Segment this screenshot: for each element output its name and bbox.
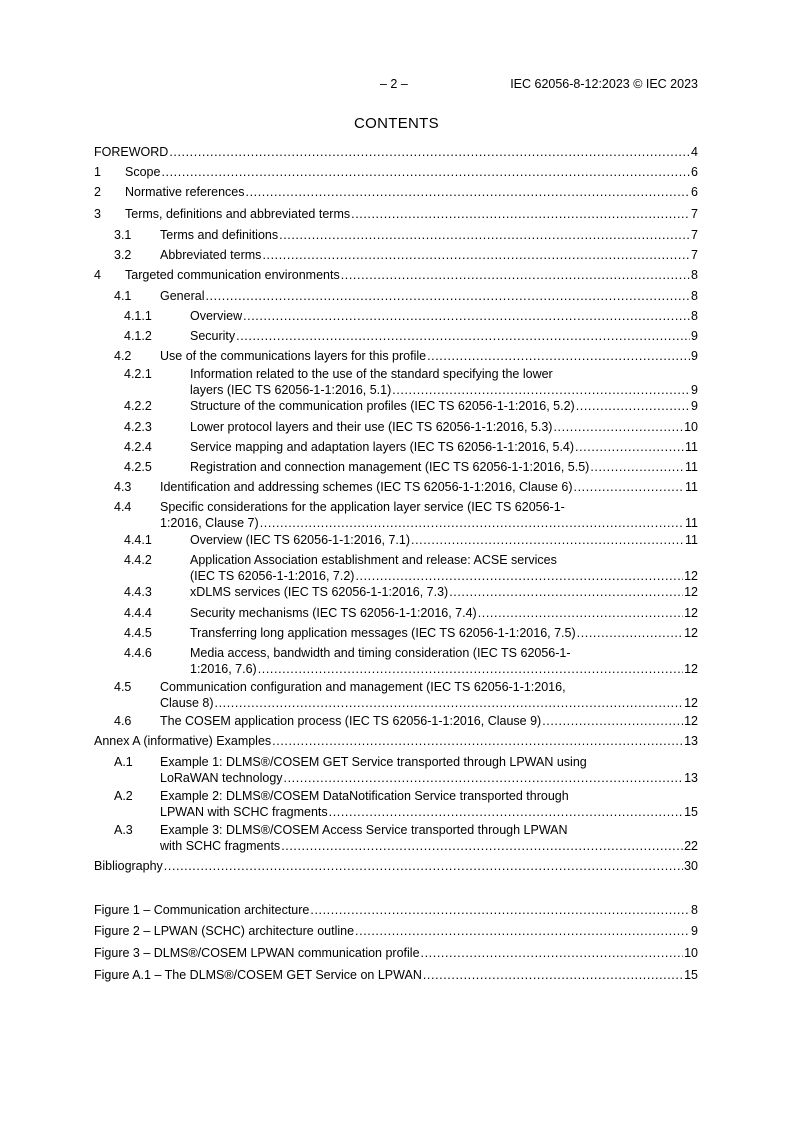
toc-entry[interactable] (94, 733, 698, 749)
section-number: 4.5 (114, 680, 132, 694)
section-number: 4.1 (114, 289, 132, 303)
entry-page-number: 11 (685, 533, 698, 547)
entry-title: Overview (190, 309, 243, 323)
entry-page-number: 15 (684, 968, 698, 982)
entry-page-number: 6 (691, 185, 698, 199)
section-number: 4.2 (114, 349, 132, 363)
entry-title: Figure 1 – Communication architecture (94, 903, 310, 917)
entry-title: Abbreviated terms (160, 248, 262, 262)
toc-entry[interactable] (94, 822, 698, 854)
entry-title: Security mechanisms (IEC TS 62056-1-1:2016, 7.4) (190, 606, 477, 620)
toc-entry[interactable] (94, 532, 698, 548)
dot-leader (329, 804, 683, 820)
section-number: 4.4.5 (124, 626, 152, 640)
entry-title-line: Example 1: DLMS®/COSEM GET Service transported through LPWAN using (160, 755, 587, 769)
dot-leader (577, 625, 683, 641)
toc-entry[interactable] (94, 754, 698, 786)
entry-page-number: 7 (691, 228, 698, 242)
section-number: 4.2.4 (124, 440, 152, 454)
dot-leader (310, 902, 690, 918)
entry-page-number: 12 (684, 585, 698, 599)
section-number: 4.1.2 (124, 329, 152, 343)
section-number: 4.3 (114, 480, 132, 494)
entry-page-number: 9 (691, 329, 698, 343)
section-number: A.1 (114, 755, 133, 769)
entry-title: Terms and definitions (160, 228, 279, 242)
toc-entry[interactable] (94, 398, 698, 414)
dot-leader (215, 695, 684, 711)
entry-page-number: 7 (691, 207, 698, 221)
toc-entry[interactable] (94, 679, 698, 711)
page-header (0, 77, 793, 93)
page-number: – 2 – (380, 77, 408, 91)
entry-title: (IEC TS 62056-1-1:2016, 7.2) (190, 569, 355, 583)
toc-entry[interactable] (94, 858, 698, 874)
dot-leader (411, 532, 684, 548)
entry-page-number: 8 (691, 289, 698, 303)
toc-entry[interactable] (94, 366, 698, 398)
section-number: A.3 (114, 823, 133, 837)
toc-entry[interactable] (94, 206, 698, 222)
section-number: 3.1 (114, 228, 132, 242)
dot-leader (351, 206, 690, 222)
section-number: 4.2.2 (124, 399, 152, 413)
section-number: 4.4.1 (124, 533, 152, 547)
entry-page-number: 4 (691, 145, 698, 159)
section-number: 4.4.3 (124, 585, 152, 599)
dot-leader (260, 515, 684, 531)
dot-leader (284, 770, 684, 786)
section-number: A.2 (114, 789, 133, 803)
entry-title: General (160, 289, 205, 303)
entry-page-number: 30 (684, 859, 698, 873)
entry-title: Figure A.1 – The DLMS®/COSEM GET Service on LPWAN (94, 968, 422, 982)
contents-title: CONTENTS (354, 115, 439, 132)
section-number: 1 (94, 165, 101, 179)
dot-leader (553, 419, 683, 435)
dot-leader (279, 227, 690, 243)
entry-title: Bibliography (94, 859, 163, 873)
toc-entry[interactable] (94, 288, 698, 304)
section-number: 4.2.3 (124, 420, 152, 434)
toc-entry[interactable] (94, 479, 698, 495)
section-number: 4 (94, 268, 101, 282)
dot-leader (272, 733, 683, 749)
section-number: 4.4.4 (124, 606, 152, 620)
dot-leader (341, 267, 690, 283)
toc-entry[interactable] (94, 328, 698, 344)
toc-entry[interactable] (94, 144, 698, 160)
toc-entry[interactable] (94, 788, 698, 820)
dot-leader (478, 605, 683, 621)
dot-leader (421, 945, 684, 961)
entry-page-number: 9 (691, 924, 698, 938)
figure-list-item[interactable] (94, 945, 698, 961)
toc-entry[interactable] (94, 459, 698, 475)
dot-leader (169, 144, 690, 160)
entry-page-number: 15 (684, 805, 698, 819)
entry-title-line: Application Association establishment and release: ACSE services (190, 553, 557, 567)
entry-title: 1:2016, 7.6) (190, 662, 257, 676)
toc-entry[interactable] (94, 267, 698, 283)
entry-title: xDLMS services (IEC TS 62056-1-1:2016, 7.3) (190, 585, 449, 599)
section-number: 4.6 (114, 714, 132, 728)
entry-title-line: Specific considerations for the application layer service (IEC TS 62056-1- (160, 500, 565, 514)
entry-page-number: 13 (684, 734, 698, 748)
toc-entry[interactable] (94, 552, 698, 584)
dot-leader (590, 459, 684, 475)
dot-leader (246, 184, 691, 200)
figure-list-item[interactable] (94, 902, 698, 918)
toc-entry[interactable] (94, 584, 698, 600)
dot-leader (243, 308, 690, 324)
figure-list-item[interactable] (94, 967, 698, 983)
dot-leader (161, 164, 690, 180)
entry-page-number: 12 (684, 569, 698, 583)
entry-page-number: 6 (691, 165, 698, 179)
entry-page-number: 12 (684, 662, 698, 676)
entry-title-line: Communication configuration and management (IEC TS 62056-1-1:2016, (160, 680, 566, 694)
entry-page-number: 13 (684, 771, 698, 785)
toc-entry[interactable] (94, 439, 698, 455)
toc-entry[interactable] (94, 348, 698, 364)
dot-leader (281, 838, 683, 854)
entry-page-number: 11 (685, 480, 698, 494)
entry-title: The COSEM application process (IEC TS 62056-1-1:2016, Clause 9) (160, 714, 542, 728)
entry-title: Annex A (informative) Examples (94, 734, 272, 748)
entry-title: Lower protocol layers and their use (IEC TS 62056-1-1:2016, 5.3) (190, 420, 553, 434)
entry-title: Identification and addressing schemes (IEC TS 62056-1-1:2016, Clause 6) (160, 480, 573, 494)
toc-entry[interactable] (94, 645, 698, 677)
entry-title: Figure 3 – DLMS®/COSEM LPWAN communication profile (94, 946, 420, 960)
entry-title: Overview (IEC TS 62056-1-1:2016, 7.1) (190, 533, 411, 547)
dot-leader (423, 967, 683, 983)
entry-title: Transferring long application messages (IEC TS 62056-1-1:2016, 7.5) (190, 626, 576, 640)
entry-title: Figure 2 – LPWAN (SCHC) architecture outline (94, 924, 355, 938)
entry-page-number: 22 (684, 839, 698, 853)
toc-entry[interactable] (94, 308, 698, 324)
entry-title: Security (190, 329, 236, 343)
toc-entry[interactable] (94, 247, 698, 263)
entry-title: Registration and connection management (IEC TS 62056-1-1:2016, 5.5) (190, 460, 590, 474)
dot-leader (542, 713, 683, 729)
entry-page-number: 9 (691, 399, 698, 413)
dot-leader (355, 923, 690, 939)
entry-title: Scope (125, 165, 161, 179)
entry-page-number: 8 (691, 309, 698, 323)
toc-entry[interactable] (94, 184, 698, 200)
entry-title: layers (IEC TS 62056-1-1:2016, 5.1) (190, 383, 392, 397)
entry-title-line: Example 2: DLMS®/COSEM DataNotification Service transported through (160, 789, 569, 803)
entry-page-number: 8 (691, 903, 698, 917)
toc-entry[interactable] (94, 164, 698, 180)
entry-page-number: 12 (684, 606, 698, 620)
entry-page-number: 8 (691, 268, 698, 282)
section-number: 3.2 (114, 248, 132, 262)
toc-entry[interactable] (94, 419, 698, 435)
dot-leader (575, 439, 684, 455)
dot-leader (355, 568, 683, 584)
entry-title: Use of the communications layers for this profile (160, 349, 427, 363)
toc-entry[interactable] (94, 625, 698, 641)
entry-page-number: 7 (691, 248, 698, 262)
section-number: 3 (94, 207, 101, 221)
section-number: 4.4.6 (124, 646, 152, 660)
toc-entry[interactable] (94, 499, 698, 531)
toc-entry[interactable] (94, 713, 698, 729)
entry-title: FOREWORD (94, 145, 169, 159)
toc-entry[interactable] (94, 605, 698, 621)
entry-title: LPWAN with SCHC fragments (160, 805, 328, 819)
entry-title: Targeted communication environments (125, 268, 340, 282)
entry-title: 1:2016, Clause 7) (160, 516, 259, 530)
entry-page-number: 12 (684, 696, 698, 710)
figure-list-item[interactable] (94, 923, 698, 939)
entry-title: Service mapping and adaptation layers (IEC TS 62056-1-1:2016, 5.4) (190, 440, 575, 454)
section-number: 4.2.1 (124, 367, 152, 381)
entry-page-number: 10 (684, 946, 698, 960)
dot-leader (574, 479, 685, 495)
dot-leader (449, 584, 683, 600)
entry-page-number: 9 (691, 383, 698, 397)
entry-page-number: 12 (684, 626, 698, 640)
entry-page-number: 12 (684, 714, 698, 728)
entry-title: LoRaWAN technology (160, 771, 283, 785)
dot-leader (427, 348, 690, 364)
entry-title: Terms, definitions and abbreviated terms (125, 207, 351, 221)
entry-title-line: Media access, bandwidth and timing consideration (IEC TS 62056-1- (190, 646, 571, 660)
entry-title: with SCHC fragments (160, 839, 281, 853)
toc-entry[interactable] (94, 227, 698, 243)
section-number: 4.4.2 (124, 553, 152, 567)
section-number: 2 (94, 185, 101, 199)
entry-page-number: 9 (691, 349, 698, 363)
dot-leader (164, 858, 683, 874)
document-reference: IEC 62056-8-12:2023 © IEC 2023 (510, 77, 698, 91)
entry-title: Clause 8) (160, 696, 214, 710)
entry-title: Structure of the communication profiles (IEC TS 62056-1-1:2016, 5.2) (190, 399, 575, 413)
entry-title-line: Information related to the use of the standard specifying the lower (190, 367, 553, 381)
entry-title-line: Example 3: DLMS®/COSEM Access Service transported through LPWAN (160, 823, 568, 837)
section-number: 4.1.1 (124, 309, 152, 323)
dot-leader (576, 398, 690, 414)
dot-leader (392, 382, 690, 398)
section-number: 4.2.5 (124, 460, 152, 474)
dot-leader (262, 247, 690, 263)
entry-page-number: 11 (685, 440, 698, 454)
entry-page-number: 10 (684, 420, 698, 434)
dot-leader (258, 661, 683, 677)
section-number: 4.4 (114, 500, 132, 514)
entry-page-number: 11 (685, 460, 698, 474)
entry-title: Normative references (125, 185, 245, 199)
dot-leader (205, 288, 690, 304)
dot-leader (236, 328, 690, 344)
entry-page-number: 11 (685, 516, 698, 530)
